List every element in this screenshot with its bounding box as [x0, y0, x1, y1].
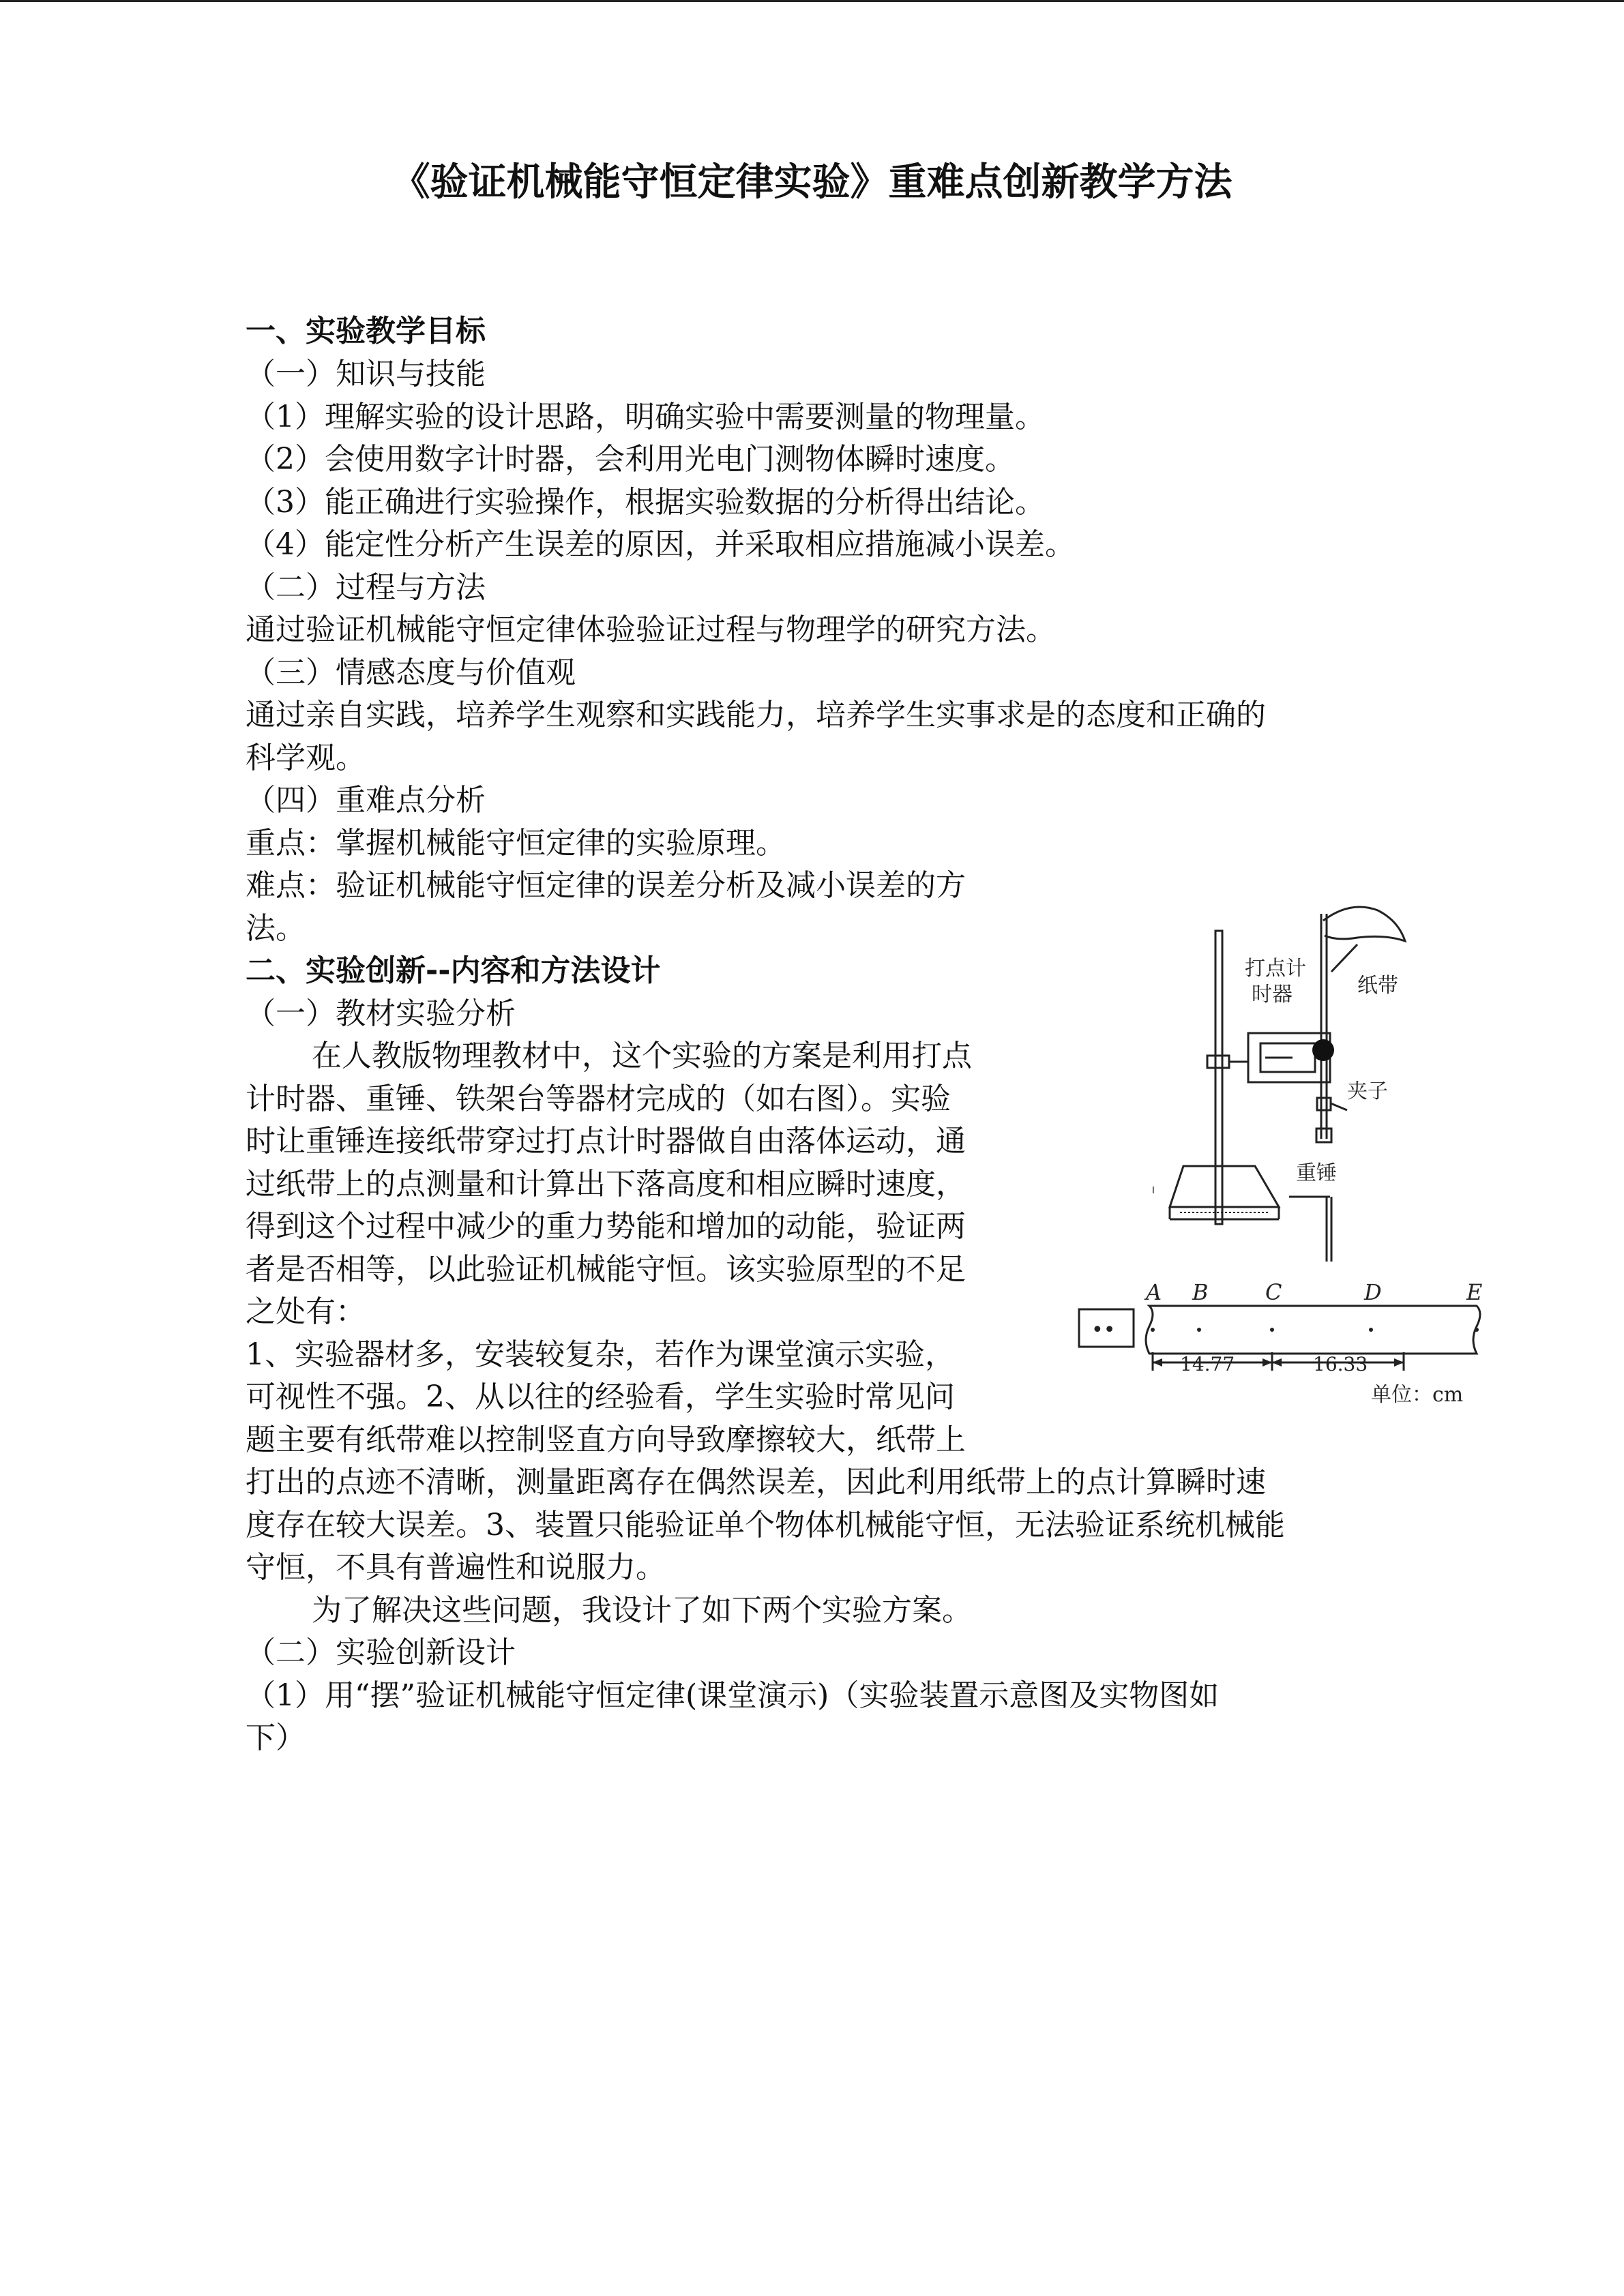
paragraph-line: 为了解决这些问题，我设计了如下两个实验方案。: [312, 1593, 972, 1628]
stand-base: [1170, 1166, 1279, 1207]
timer-roller: [1312, 1039, 1334, 1061]
paragraph-line: 通过验证机械能守恒定律体验验证过程与物理学的研究方法。: [246, 612, 1056, 647]
weight: [1316, 1129, 1331, 1142]
point-label-c: C: [1265, 1279, 1282, 1305]
clip-label: 夹子: [1347, 1079, 1388, 1103]
paragraph-line: 之处有：: [246, 1294, 366, 1329]
paragraph-line: （1）用“摆”验证机械能守恒定律(课堂演示)（实验装置示意图及实物图如: [246, 1678, 1220, 1713]
paragraph-line: 打出的点迹不清晰，测量距离存在偶然误差，因此利用纸带上的点计算瞬时速: [246, 1465, 1266, 1500]
paragraph-line: 得到这个过程中减少的重力势能和增加的动能，验证两: [246, 1209, 966, 1244]
section-heading-1: 一、实验教学目标: [246, 314, 486, 348]
tape-dots-mark: ••: [1091, 1318, 1116, 1342]
tape-strip: [1146, 1306, 1480, 1354]
point-label-d: D: [1364, 1279, 1382, 1305]
point-label-e: E: [1466, 1279, 1483, 1305]
paragraph-line: 难点：验证机械能守恒定律的误差分析及减小误差的方: [246, 868, 966, 903]
paragraph-line: 题主要有纸带难以控制竖直方向导致摩擦较大，纸带上: [246, 1422, 966, 1457]
paragraph-line: 度存在较大误差。3、装置只能验证单个物体机械能守恒，无法验证系统机械能: [246, 1508, 1285, 1542]
timer-label-2: 时器: [1252, 983, 1293, 1007]
list-item: （4）能定性分析产生误差的原因，并采取相应措施减小误差。: [246, 527, 1075, 562]
point-label-b: B: [1192, 1279, 1209, 1305]
paragraph-line: 者是否相等，以此验证机械能守恒。该实验原型的不足: [246, 1252, 966, 1287]
page-title: 《验证机械能守恒定律实验》重难点创新教学方法: [392, 160, 1232, 205]
paragraph-line: 法。: [246, 911, 306, 946]
tape-dot: [1369, 1328, 1373, 1332]
paragraph-line: 可视性不强。2、从以往的经验看，学生实验时常见问: [246, 1380, 955, 1414]
clip: [1317, 1098, 1331, 1110]
paragraph-line: 科学观。: [246, 741, 366, 775]
tape-dot: [1151, 1328, 1155, 1332]
paragraph-line: 1、实验器材多，安装较复杂，若作为课堂演示实验，: [246, 1337, 955, 1372]
paragraph-line: 下）: [246, 1720, 306, 1755]
subheading: （一）知识与技能: [246, 357, 486, 391]
paragraph-line: 计时器、重锤、铁架台等器材完成的（如右图）。实验: [246, 1082, 951, 1116]
timer-label-1: 打点计: [1245, 957, 1306, 981]
tape-dot: [1475, 1328, 1479, 1332]
subheading: （二）实验创新设计: [246, 1635, 516, 1670]
paragraph-line: 通过亲自实践，培养学生观察和实践能力，培养学生实事求是的态度和正确的: [246, 698, 1266, 732]
paragraph-line: 重点：掌握机械能守恒定律的实验原理。: [246, 826, 786, 861]
tape-dot: [1197, 1328, 1201, 1332]
list-item: （1）理解实验的设计思路，明确实验中需要测量的物理量。: [246, 400, 1045, 434]
distance-label-2: 16.33: [1313, 1353, 1368, 1375]
subheading: （二）过程与方法: [246, 570, 486, 605]
paragraph-line: 守恒，不具有普遍性和说服力。: [246, 1550, 666, 1585]
subheading: （一）教材实验分析: [246, 996, 516, 1031]
subheading: （四）重难点分析: [246, 783, 486, 818]
paragraph-line: 在人教版物理教材中，这个实验的方案是利用打点: [312, 1039, 972, 1073]
apparatus-figure: [1153, 893, 1426, 1265]
tape-label: 纸带: [1357, 974, 1398, 998]
list-item: （3）能正确进行实验操作，根据实验数据的分析得出结论。: [246, 485, 1045, 520]
list-item: （2）会使用数字计时器，会利用光电门测物体瞬时速度。: [246, 442, 1015, 477]
tape-dot: [1270, 1328, 1274, 1332]
section-heading-2: 二、实验创新--内容和方法设计: [246, 953, 661, 988]
subheading: （三）情感态度与价值观: [246, 655, 576, 690]
point-label-a: A: [1146, 1279, 1162, 1305]
paragraph-line: 时让重锤连接纸带穿过打点计时器做自由落体运动，通: [246, 1124, 966, 1159]
unit-label: 单位：cm: [1371, 1383, 1464, 1407]
distance-label-1: 14.77: [1180, 1353, 1235, 1375]
weight-label: 重锤: [1296, 1161, 1337, 1185]
paragraph-line: 过纸带上的点测量和计算出下落高度和相应瞬时速度，: [246, 1167, 966, 1202]
page-top-border: [0, 0, 1624, 2]
stand-rod: [1215, 931, 1222, 1224]
paper-tape-figure: [1078, 1275, 1487, 1412]
